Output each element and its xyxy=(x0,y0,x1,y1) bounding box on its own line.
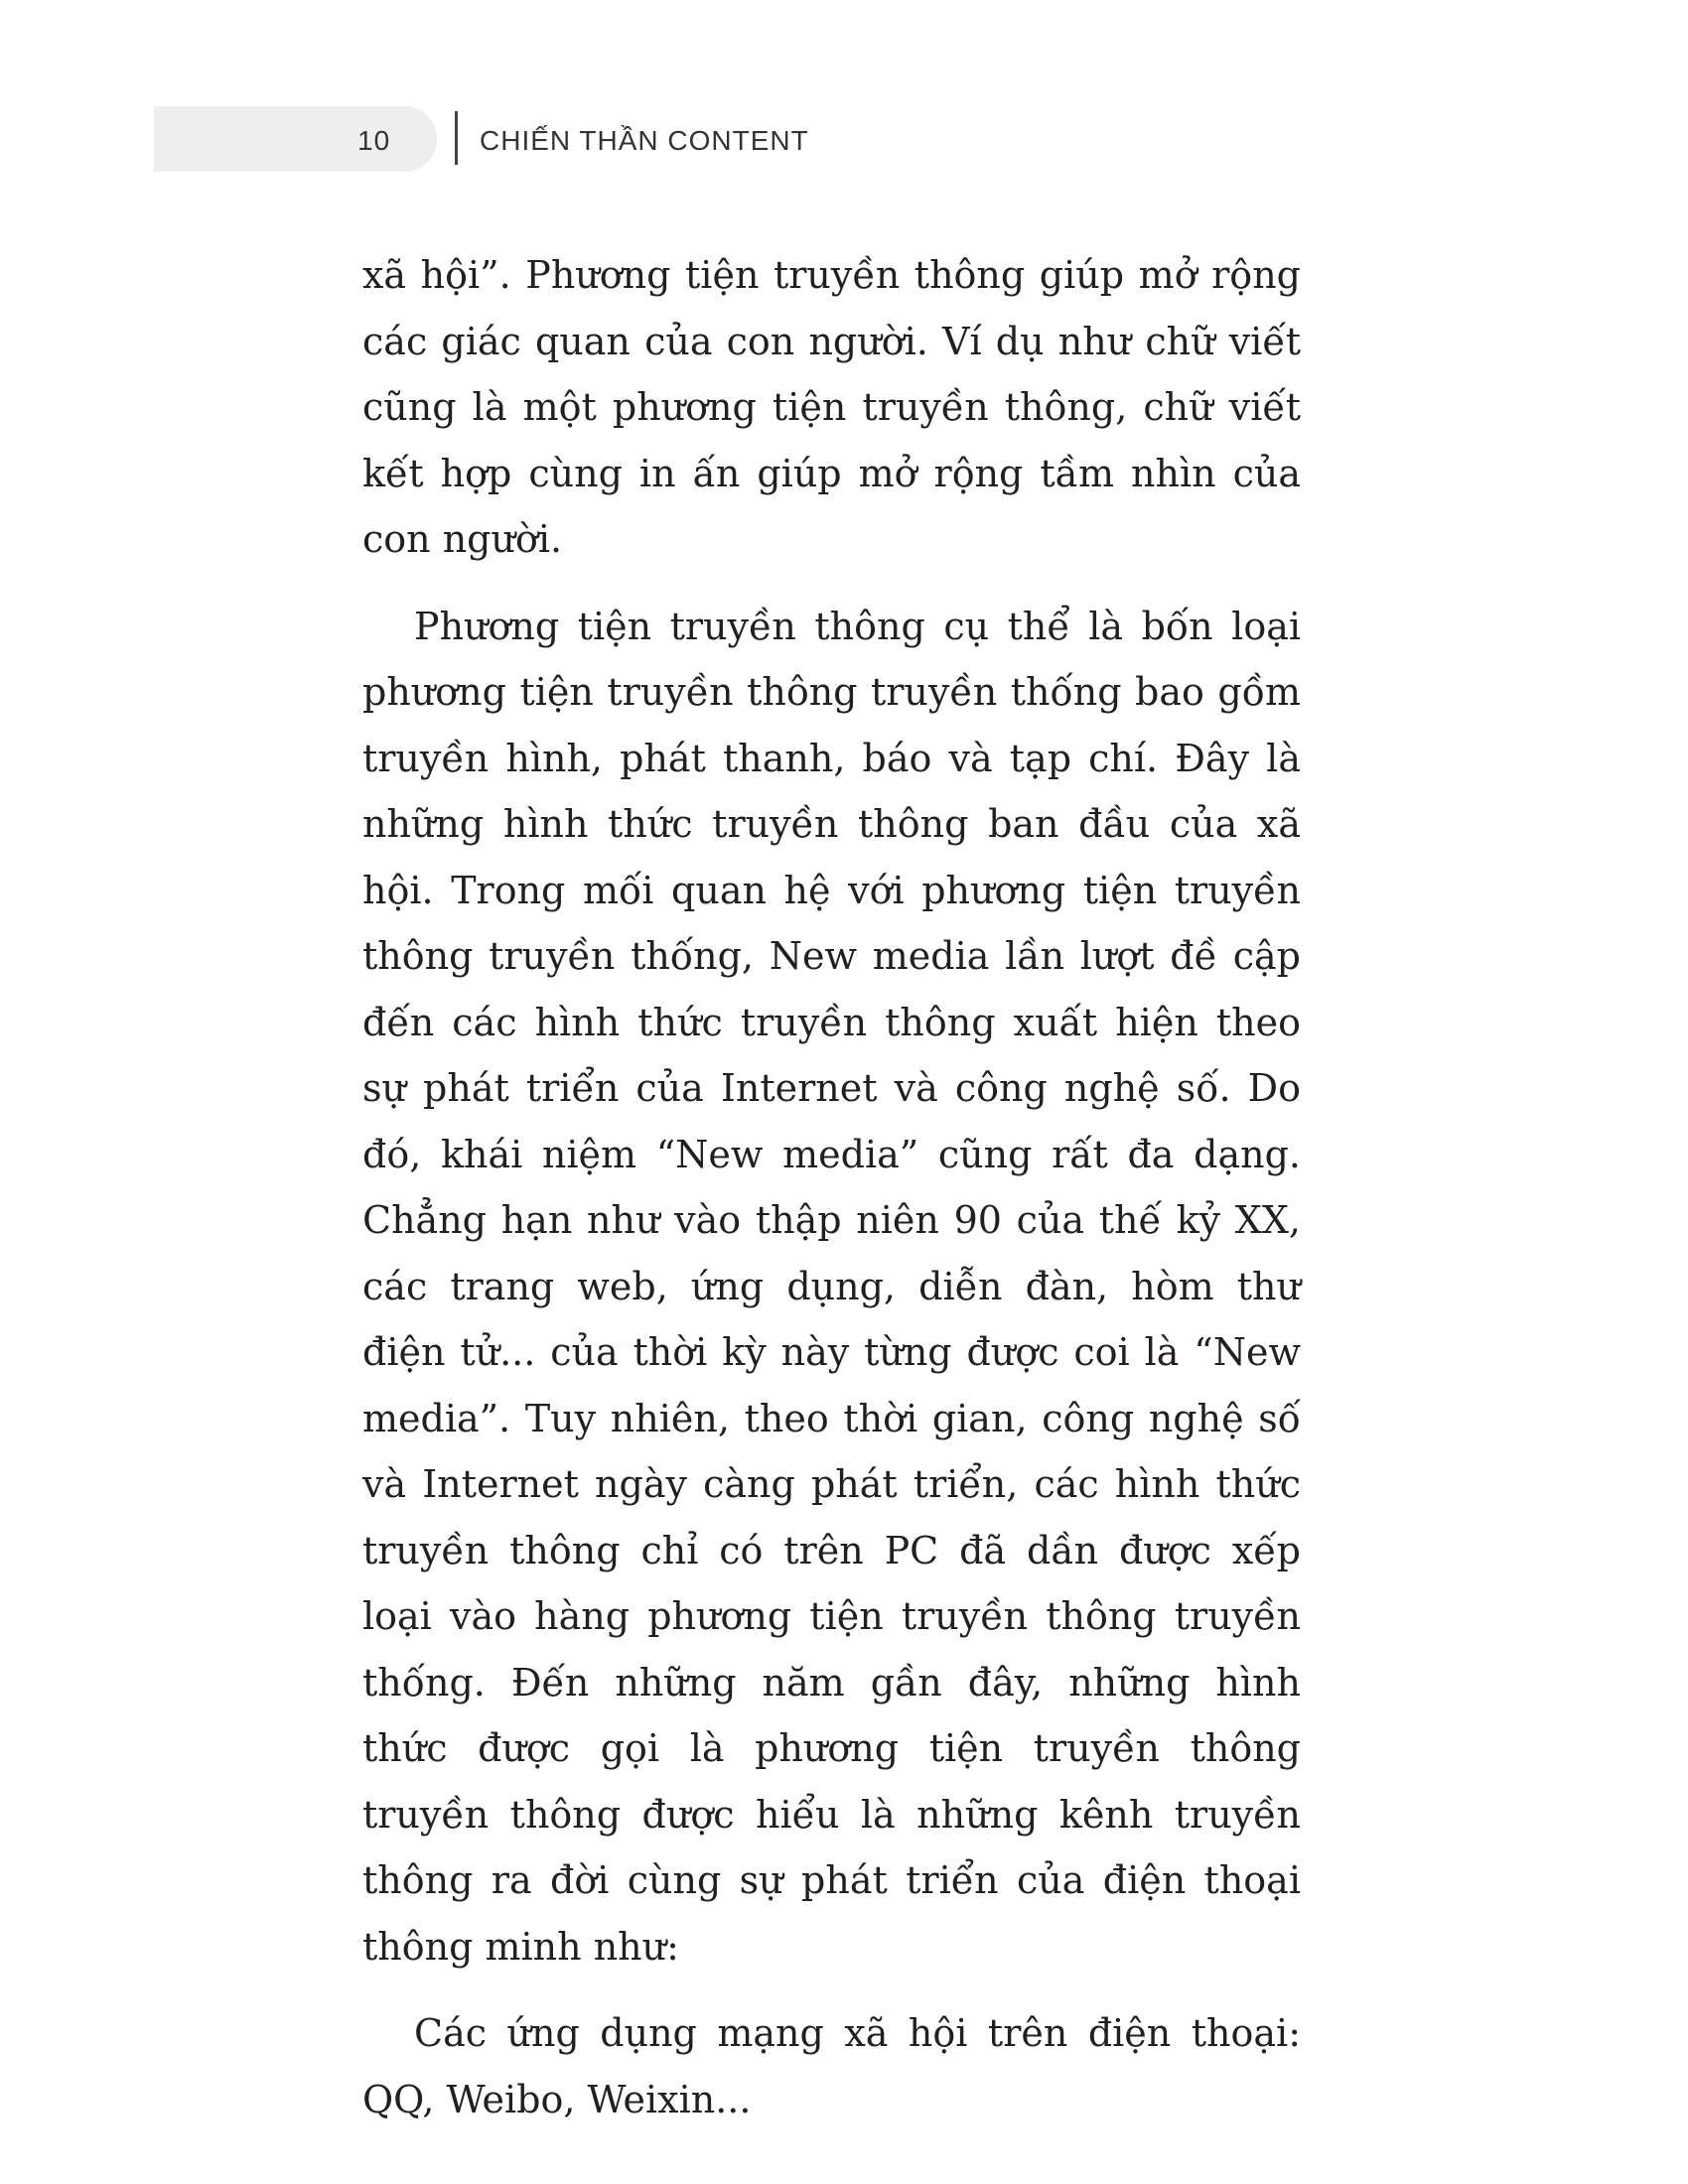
running-title: CHIẾN THẦN CONTENT xyxy=(480,125,809,156)
paragraph-new-media: Phương tiện truyền thông cụ thể là bốn loại phương tiện truyền thông truyền thống bao gồm truyền hình, phát thanh, báo và tạp chí. Đây là những hình thức truyền thông ban đầu của xã hội. Trong mối quan hệ với phương tiện truyền thông truyền thống, New media lần lượt đề cập đến các hình thức truyền thông xuất hiện theo sự phát triển của Internet và công nghệ số. Do đó, khái niệm “New media” cũng rất đa dạng. Chẳng hạn như vào thập niên 90 của thế kỷ XX, các trang web, ứng dụng, diễn đàn, hòm thư điện tử... của thời kỳ này từng được coi là “New media”. Tuy nhiên, theo thời gian, công nghệ số và Internet ngày càng phát triển, các hình thức truyền thông chỉ có trên PC đã dần được xếp loại vào hàng phương tiện truyền thông truyền thống. Đến những năm gần đây, những hình thức được gọi là phương tiện truyền thông truyền thông được hiểu là những kênh truyền thông ra đời cùng sự phát triển của điện thoại thông minh như: xyxy=(362,604,1301,1969)
header-divider xyxy=(455,111,458,165)
body-text xyxy=(362,242,1301,2132)
paragraph-continuation: xã hội”. Phương tiện truyền thông giúp mở rộng các giác quan của con người. Ví dụ như chữ viết cũng là một phương tiện truyền thông, chữ viết kết hợp cùng in ấn giúp mở rộng tầm nhìn của con người. xyxy=(362,253,1301,561)
page-number: 10 xyxy=(357,125,391,156)
paragraph-mobile-apps: Các ứng dụng mạng xã hội trên điện thoại: QQ, Weibo, Weixin... xyxy=(362,2011,1301,2121)
